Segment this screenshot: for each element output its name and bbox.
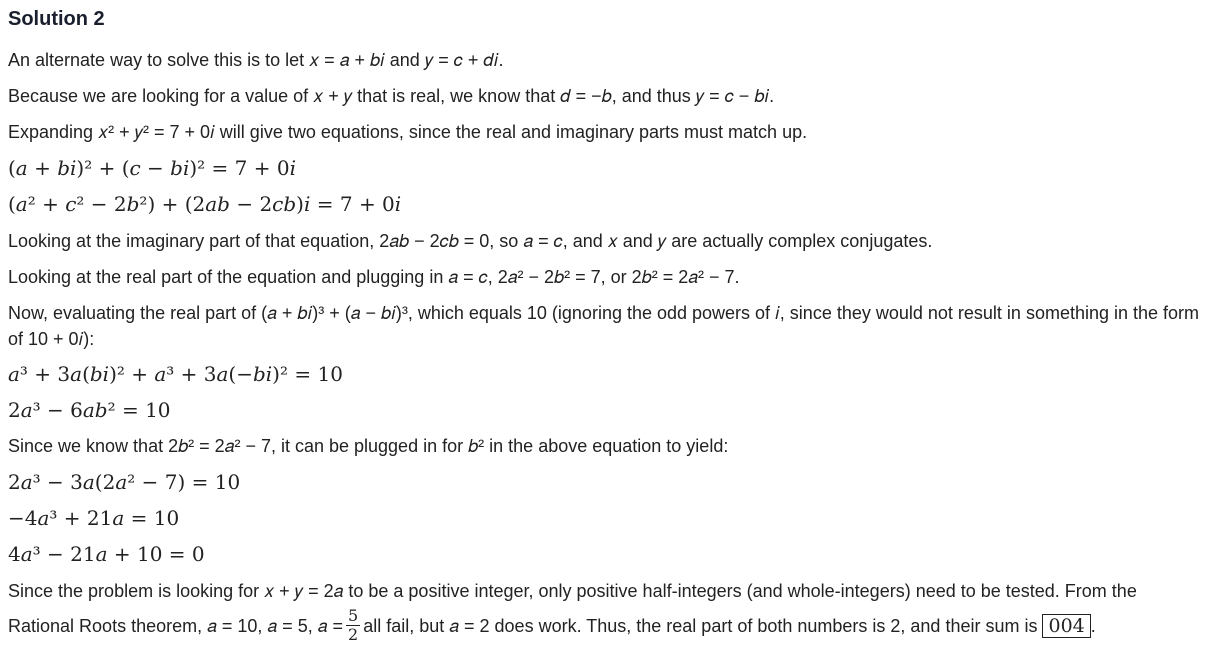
equation-cubic: 4𝑎³ − 21𝑎 + 10 = 0 (8, 542, 205, 566)
equation-substituted: 2𝑎³ − 3𝑎(2𝑎² − 7) = 10 (8, 470, 241, 494)
text-line-2: Because we are looking for a value of 𝑥 + 𝑦 that is real, we know that 𝑑 = −𝑏, and thus 𝑦 = 𝑐 − 𝑏𝑖. (8, 86, 775, 106)
fraction-denominator: 2 (348, 624, 359, 644)
equation-cubes: 𝑎³ + 3𝑎(𝑏𝑖)² + 𝑎³ + 3𝑎(−𝑏𝑖)² = 10 (8, 362, 343, 386)
text-line-rational: Since the problem is looking for 𝑥 + 𝑦 = 2𝑎 to be a positive integer, only positive half-integers (and whole-integers) need to be tested. From the (8, 581, 1137, 601)
solution-heading: Solution 2 (8, 8, 105, 30)
text-line-real: Looking at the real part of the equation and plugging in 𝑎 = 𝑐, 2𝑎² − 2𝑏² = 7, or 2𝑏² = 2𝑎² − 7. (8, 267, 740, 287)
equation-simplified: 2𝑎³ − 6𝑎𝑏² = 10 (8, 398, 171, 422)
text-line-substitute: Since we know that 2𝑏² = 2𝑎² − 7, it can be plugged in for 𝑏² in the above equation to yield: (8, 436, 729, 456)
text-line-final (8, 606, 1096, 646)
answer-box: 004 (1042, 614, 1090, 638)
final-text-after: all fail, but 𝑎 = 2 does work. Thus, the real part of both numbers is 2, and their sum is (363, 616, 1038, 636)
equation-expansion: (𝑎 + 𝑏𝑖)² + (𝑐 − 𝑏𝑖)² = 7 + 0𝑖 (8, 156, 296, 180)
text-line-imaginary: Looking at the imaginary part of that equation, 2𝑎𝑏 − 2𝑐𝑏 = 0, so 𝑎 = 𝑐, and 𝑥 and 𝑦 are actually complex conjugates. (8, 231, 933, 251)
text-line-1: An alternate way to solve this is to let 𝑥 = 𝑎 + 𝑏𝑖 and 𝑦 = 𝑐 + 𝑑𝑖. (8, 50, 504, 70)
fraction-numerator: 5 (348, 605, 359, 625)
final-period: . (1090, 616, 1096, 636)
equation-grouped: (𝑎² + 𝑐² − 2𝑏²) + (2𝑎𝑏 − 2𝑐𝑏)𝑖 = 7 + 0𝑖 (8, 192, 402, 216)
equation-reduced: −4𝑎³ + 21𝑎 = 10 (8, 506, 180, 530)
final-text-before: Rational Roots theorem, 𝑎 = 10, 𝑎 = 5, 𝑎 = (8, 616, 343, 636)
text-line-3: Expanding 𝑥² + 𝑦² = 7 + 0𝑖 will give two equations, since the real and imaginary parts must match up. (8, 122, 808, 142)
fraction-five-halves (346, 607, 360, 644)
text-paragraph-cubes: Now, evaluating the real part of (𝑎 + 𝑏𝑖)³ + (𝑎 − 𝑏𝑖)³, which equals 10 (ignoring the odd powers of 𝑖, since they would not result in something in the form of 10 + 0𝑖): (8, 303, 1200, 349)
